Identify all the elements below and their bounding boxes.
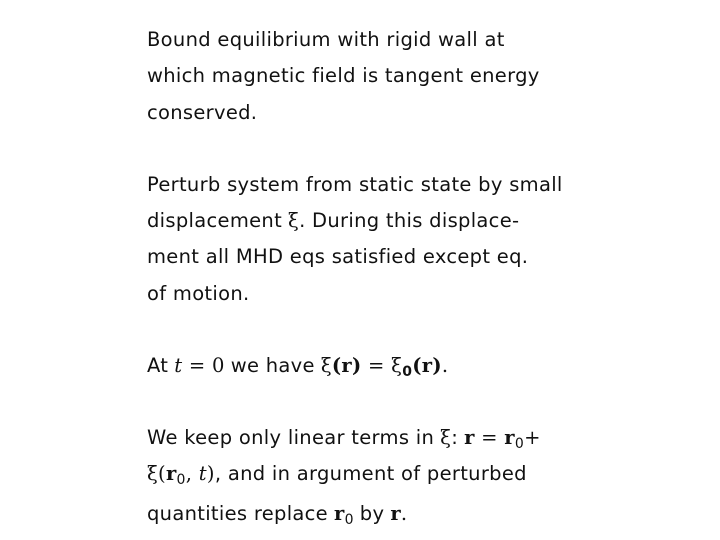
t-variable: t	[198, 462, 207, 485]
paragraph-4-line-2	[147, 462, 527, 486]
paragraph-2-line-3: ment all MHD eqs satisfied except eq.	[147, 245, 529, 268]
p4-period: .	[400, 502, 408, 525]
paragraph-2-line-1: Perturb system from static state by small	[147, 173, 563, 196]
r0-vector: r	[165, 462, 177, 485]
p3-r-arg-2: (r)	[412, 354, 442, 377]
p4-argument-text: , and in argument of perturbed	[214, 462, 527, 485]
p4-open-paren: (	[158, 462, 166, 485]
p4-quantities-text: quantities replace	[147, 502, 328, 525]
p4-plus: +	[524, 426, 541, 449]
paragraph-4-line-1	[147, 426, 541, 450]
paragraph-1-line-2: which magnetic field is tangent energy	[147, 64, 540, 87]
paragraph-1-line-1: Bound equilibrium with rigid wall at	[147, 28, 505, 51]
paragraph-3-line-1	[147, 354, 448, 378]
p3-eq-zero: = 0	[182, 354, 225, 377]
paragraph-1-line-3: conserved.	[147, 101, 258, 124]
p3-at-text: At	[147, 354, 169, 377]
p3-r-arg: (r)	[331, 354, 362, 377]
p3-period: .	[441, 354, 449, 377]
p4-by-text: by	[359, 502, 385, 525]
xi-symbol: ξ	[440, 426, 452, 449]
p4-close-paren: )	[206, 462, 215, 485]
r0-subscript: 0	[176, 472, 186, 488]
p3-we-have: we have	[230, 354, 315, 377]
r0-subscript: 0	[514, 436, 525, 452]
p2-displacement-word: displacement	[147, 209, 283, 232]
r0-subscript: 0	[344, 512, 354, 528]
p3-equals: =	[361, 354, 392, 377]
p4-comma: ,	[185, 462, 199, 485]
p2-during-text: . During this displace-	[299, 209, 520, 232]
p4-colon: :	[451, 426, 459, 449]
paragraph-2-line-4: of motion.	[147, 282, 250, 305]
xi0-symbol: ξ	[391, 354, 403, 377]
xi-symbol: ξ	[320, 354, 332, 377]
xi-symbol: ξ	[147, 462, 159, 485]
r-vector: r	[390, 502, 401, 525]
r0-vector: r	[333, 502, 345, 525]
xi-symbol: ξ	[288, 209, 300, 232]
r-vector: r	[464, 426, 475, 449]
paragraph-4-line-3	[147, 502, 407, 526]
t-variable: t	[174, 354, 183, 377]
r0-vector: r	[504, 426, 515, 449]
paragraph-2-line-2	[147, 209, 519, 233]
xi0-subscript: 0	[402, 364, 413, 380]
p4-equals: =	[474, 426, 505, 449]
p4-we-keep-text: We keep only linear terms in	[147, 426, 435, 449]
